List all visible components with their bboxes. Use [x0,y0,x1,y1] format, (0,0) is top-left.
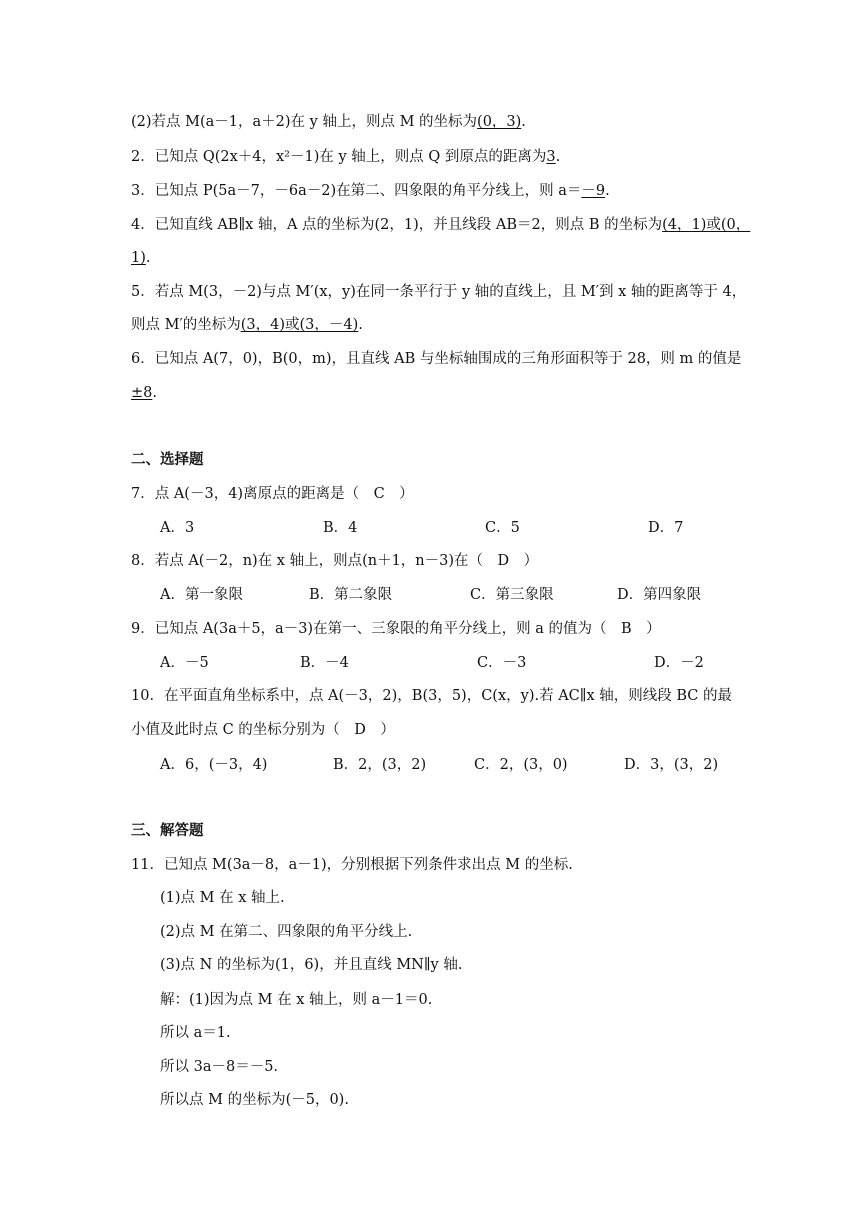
solution-line: 所以点 M 的坐标为(－5，0). [160,1092,349,1108]
section-heading-solve: 三、解答题 [131,823,204,839]
option-d: D．－2 [654,655,704,671]
solution-line: 解：(1)因为点 M 在 x 轴上，则 a－1＝0. [160,992,433,1008]
option-c: C．5 [485,520,520,536]
question-5-line1: 5．若点 M(3，－2)与点 M′(x，y)在同一条平行于 y 轴的直线上，且 M′到 x 轴的距离等于 4， [131,284,747,300]
option-b: B．2，(3，2) [333,757,427,773]
answer-blank: (4，1)或(0， [662,217,751,233]
question-11-part-3: (3)点 N 的坐标为(1，6)，并且直线 MN∥y 轴. [160,957,463,973]
question-11-part-1: (1)点 M 在 x 轴上. [160,890,285,906]
question-7: 7．点 A(－3，4)离原点的距离是（ C ） [131,486,414,502]
answer-blank: (3，4)或(3，－4) [240,317,359,333]
option-a: A．－5 [160,655,209,671]
solution-line: 所以 a＝1. [160,1025,231,1041]
question-11: 11．已知点 M(3a－8，a－1)，分别根据下列条件求出点 M 的坐标. [131,857,573,873]
answer-blank: 1) [131,250,146,266]
option-c: C．2，(3，0) [474,757,568,773]
option-d: D．3，(3，2) [624,757,719,773]
question-5-line2: 则点 M′的坐标为(3，4)或(3，－4). [131,317,363,333]
question-2: 2．已知点 Q(2x＋4，x²－1)在 y 轴上，则点 Q 到原点的距离为3. [131,149,561,165]
question-9: 9．已知点 A(3a＋5，a－3)在第一、三象限的角平分线上，则 a 的值为（ B ） [131,621,661,637]
option-d: D．第四象限 [617,587,702,603]
question-4-line2: 1). [131,250,151,266]
option-c: C．第三象限 [470,587,554,603]
question-6-line1: 6．已知点 A(7，0)，B(0，m)，且直线 AB 与坐标轴围成的三角形面积等于 28，则 m 的值是 [131,351,742,367]
answer-blank: ±8 [131,385,153,401]
option-b: B．4 [323,520,358,536]
question-10-line2: 小值及此时点 C 的坐标分别为（ D ） [131,722,395,738]
option-b: B．第二象限 [309,587,393,603]
section-heading-choice: 二、选择题 [131,452,204,468]
question-11-part-2: (2)点 M 在第二、四象限的角平分线上. [160,924,413,940]
question-6-line2: ±8. [131,385,157,401]
answer-blank: 3 [546,149,556,165]
question-8: 8．若点 A(－2，n)在 x 轴上，则点(n＋1，n－3)在（ D ） [131,553,539,569]
question-10-line1: 10．在平面直角坐标系中，点 A(－3，2)，B(3，5)，C(x，y).若 AC∥x 轴，则线段 BC 的最 [131,688,732,704]
option-c: C．－3 [477,655,527,671]
option-a: A．第一象限 [160,587,243,603]
answer-blank: (0，3) [477,114,522,130]
option-a: A．3 [160,520,195,536]
question-3: 3．已知点 P(5a－7，－6a－2)在第二、四象限的角平分线上，则 a＝－9. [131,183,610,199]
option-b: B．－4 [300,655,349,671]
option-a: A．6，(－3，4) [160,757,268,773]
option-d: D．7 [648,520,684,536]
question-1-2: (2)若点 M(a－1，a＋2)在 y 轴上，则点 M 的坐标为(0，3). [131,114,526,130]
question-4-line1: 4．已知直线 AB∥x 轴，A 点的坐标为(2，1)，并且线段 AB＝2，则点 B 的坐标为(4，1)或(0， [131,217,751,233]
answer-blank: －9 [581,183,606,199]
solution-line: 所以 3a－8＝－5. [160,1059,279,1075]
